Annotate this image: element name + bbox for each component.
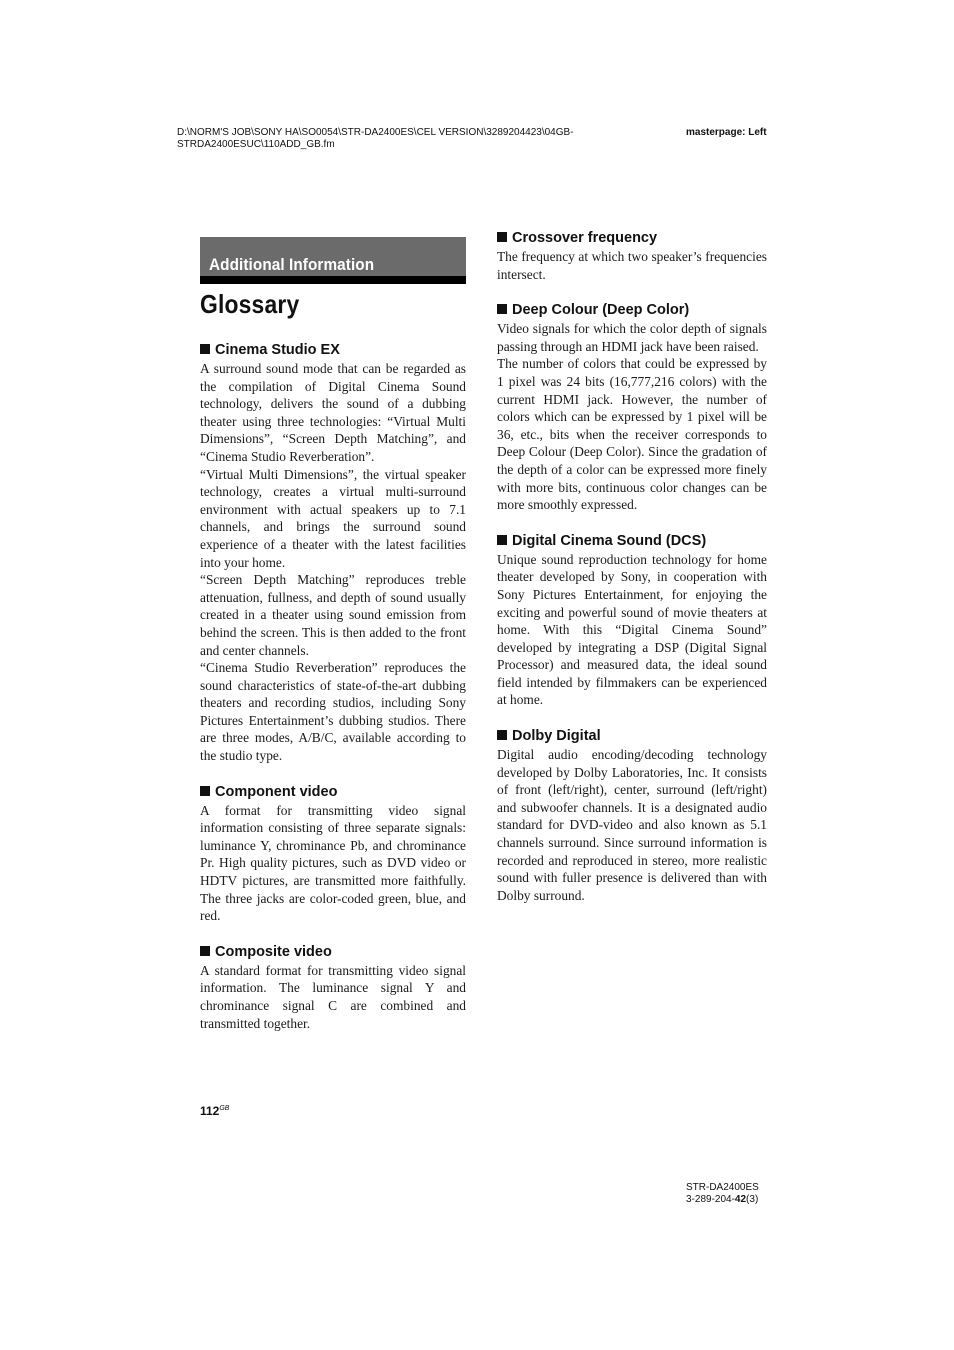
square-bullet-icon	[497, 304, 507, 314]
glossary-term	[200, 341, 466, 360]
square-bullet-icon	[497, 535, 507, 545]
part-code-bold: 42	[734, 1194, 747, 1205]
glossary-paragraph: “Screen Depth Matching” reproduces treble attenuation, fullness, and depth of sound usually created in a theater using sound emission from behind the screen. This is then added to the front and center channels.	[200, 572, 466, 658]
glossary-term-label: Component video	[215, 783, 338, 800]
glossary-term-label: Cinema Studio EX	[215, 342, 340, 358]
glossary-paragraph: “Virtual Multi Dimensions”, the virtual speaker technology, creates a virtual multi-surround environment with actual speakers up to 7.1 channels, and brings the surround sound experience of a theater with the latest facilities into your home.	[200, 466, 466, 570]
model-footer	[686, 1182, 759, 1206]
page-number-suffix: GB	[219, 1105, 230, 1112]
glossary-term-label: Crossover frequency	[512, 230, 658, 246]
glossary-paragraph: A standard format for transmitting video signal information. The luminance signal Y and chrominance signal C are combined and transmitted together.	[200, 962, 466, 1031]
glossary-paragraph: A surround sound mode that can be regarded as the compilation of Digital Cinema Sound technology, delivers the sound of a dubbing theater using three technologies: “Virtual Multi Dimensions”, “Screen Depth Matching”, and “Cinema Studio Reverberation”.	[200, 361, 466, 464]
left-column	[200, 237, 466, 1032]
glossary-term	[200, 943, 466, 962]
part-code	[686, 1194, 759, 1206]
part-code-suffix: (3)	[746, 1194, 759, 1205]
glossary-term-label: Digital Cinema Sound (DCS)	[512, 532, 707, 549]
masterpage-label: masterpage: Left	[686, 127, 767, 138]
glossary-entry	[200, 783, 466, 925]
model-number: STR-DA2400ES	[686, 1182, 759, 1193]
page-number-value: 112	[200, 1104, 220, 1118]
page-number	[200, 1104, 229, 1118]
glossary-term-label: Composite video	[215, 943, 332, 960]
square-bullet-icon	[497, 232, 507, 242]
glossary-term	[497, 727, 767, 746]
square-bullet-icon	[200, 946, 210, 956]
section-banner-title: Additional Information	[209, 255, 375, 274]
glossary-entry	[497, 229, 767, 283]
glossary-term-label: Deep Colour (Deep Color)	[512, 302, 690, 319]
glossary-paragraph: The frequency at which two speaker’s frequencies intersect.	[497, 249, 767, 282]
glossary-entry	[200, 341, 466, 765]
page-title: Glossary	[200, 289, 300, 319]
file-path-header	[177, 127, 647, 151]
part-code-prefix: 3-289-204-	[686, 1194, 735, 1205]
glossary-paragraph: Unique sound reproduction technology for home theater developed by Sony, in cooperation with Sony Pictures Entertainment, for enjoying the exciting and powerful sound of movie theaters at home. With this “Digital Cinema Sound” developed by integrating a DSP (Digital Signal Processor) and measured data, the ideal sound field intended by filmmakers can be experienced at home.	[497, 551, 767, 708]
square-bullet-icon	[200, 786, 210, 796]
glossary-term	[497, 229, 767, 248]
glossary-paragraph: Digital audio encoding/decoding technology developed by Dolby Laboratories, Inc. It consists of front (left/right), center, surround (left/right) and subwoofer channels. It is a designated audio standard for DVD-video and also known as 5.1 channels surround. Since surround information is recorded and reproduced in stereo, more realistic sound with fuller presence is delivered than with Dolby surround.	[497, 747, 767, 903]
glossary-paragraph: The number of colors that could be expressed by 1 pixel was 24 bits (16,777,216 colors) with the current HDMI jack. However, the number of colors which can be expressed by 1 pixel will be 36, etc., bits when the receiver corresponds to Deep Colour (Deep Color). Since the gradation of the depth of a color can be expressed more finely with more bits, continuous color changes can be more smoothly expressed.	[497, 356, 767, 513]
glossary-paragraph: “Cinema Studio Reverberation” reproduces the sound characteristics of state-of-the-art dubbing theaters and recording studios, including Sony Pictures Entertainment’s dubbing studios. There are three modes, A/B/C, available according to the studio type.	[200, 660, 466, 764]
file-path-line-2: STRDA2400ESUC\110ADD_GB.fm	[177, 139, 335, 150]
glossary-entry	[497, 727, 767, 904]
glossary-term	[497, 301, 767, 320]
glossary-term	[497, 532, 767, 551]
glossary-paragraph: Video signals for which the color depth of signals passing through an HDMI jack have been raised.	[497, 321, 767, 354]
glossary-paragraph: A format for transmitting video signal information consisting of three separate signals: luminance Y, chrominance Pb, and chrominance Pr. High quality pictures, such as DVD video or HDTV pictures, are transmitted more faithfully. The three jacks are color-coded green, blue, and red.	[200, 802, 466, 924]
glossary-entry	[497, 532, 767, 709]
glossary-entry	[497, 301, 767, 514]
square-bullet-icon	[497, 730, 507, 740]
section-banner	[200, 237, 466, 284]
glossary-term-label: Dolby Digital	[512, 728, 601, 745]
glossary-term	[200, 783, 466, 802]
right-column	[497, 229, 767, 904]
file-path-line-1: D:\NORM'S JOB\SONY HA\SO0054\STR-DA2400ES\CEL VERSION\3289204423\04GB-	[177, 127, 574, 138]
glossary-entry	[200, 943, 466, 1032]
square-bullet-icon	[200, 344, 210, 354]
